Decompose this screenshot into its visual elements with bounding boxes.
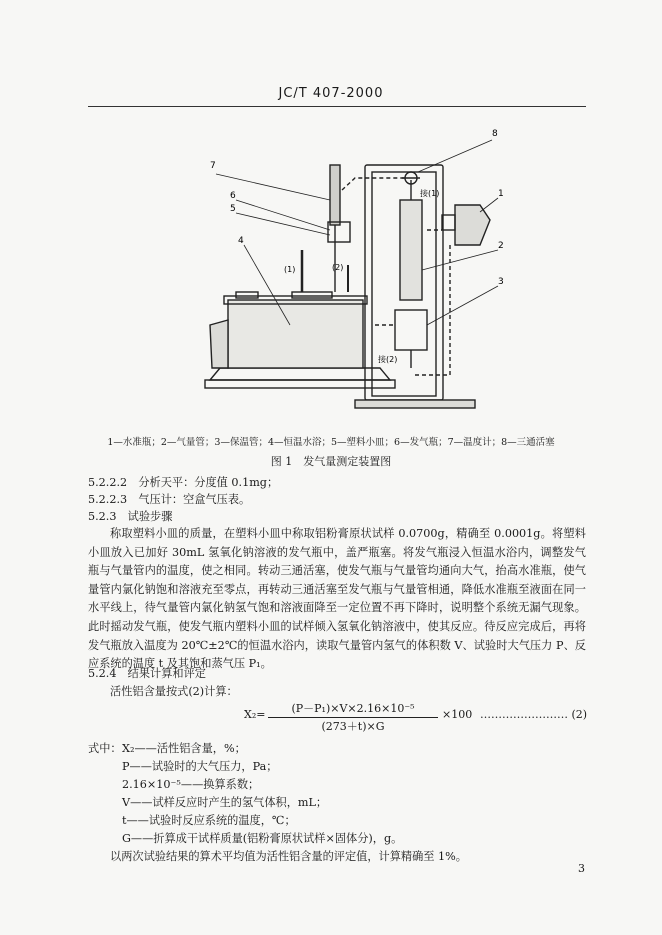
formula-fraction [268,700,438,734]
formula-factor: ×100 [442,708,473,721]
header-rule [88,106,586,107]
section-text: 分析天平：分度值 0.1mg； [138,476,279,489]
formula-equation-number: …………………… (2) [480,708,588,721]
section-heading: 试验步骤 [127,510,173,523]
section-number: 5.2.2.2 [88,476,128,489]
section-heading: 结果计算和评定 [127,667,206,680]
where-item-g: G——折算成干试样质量(铝粉膏原状试样×固体分)，g。 [122,832,403,845]
document-header: JC/T 407-2000 [278,86,384,101]
formula-lhs: X₂= [244,708,266,721]
section-5-2-4 [88,665,206,681]
section-number: 5.2.4 [88,667,117,680]
where-item-t: t——试验时反应系统的温度，℃； [122,814,296,827]
section-number: 5.2.3 [88,510,117,523]
section-5-2-3 [88,508,172,524]
formula-intro: 活性铝含量按式(2)计算： [110,685,238,698]
figure-label-3: 3 [498,277,504,287]
figure-label-2: 2 [498,241,504,251]
figure-label-7: 7 [210,161,216,171]
formula-2 [244,700,610,734]
figure-label-p1: (1) [284,265,296,274]
formula-denominator: (273＋t)×G [321,720,385,733]
formula-numerator: (P－P₁)×V×2.16×10⁻⁵ [268,700,438,718]
figure-label-1: 1 [498,189,504,199]
procedure-text: 称取塑料小皿的质量，在塑料小皿中称取铝粉膏原状试样 0.0700g，精确至 0.0001g。将塑料小皿放入已加好 30mL 氢氧化钠溶液的发气瓶中，盖严瓶塞。将发气瓶浸入恒温水浴内，调整发气瓶与气量管内的温度，使之相同。转动三通活塞，使发气瓶与气量管均通向大气，抬高水准瓶，使气量管内氯化钠饱和溶液充至零点，再转动三通活塞至发气瓶与气量管相通，降低水准瓶至液面在同一水平线上，待气量管内氯化钠氢气饱和溶液面降至一定位置不再下降时，说明整个系统无漏气现象。此时摇动发气瓶，使发气瓶内塑料小皿的试样倾入氢氧化钠溶液中，使其反应。待反应完成后，再将发气瓶放入温度为 20℃±2℃的恒温水浴内，读取气量管内氢气的体积数 V、试验时大气压力 P、反应系统的温度 t 及其饱和蒸气压 P₁。 [88,527,586,671]
where-item-p: P——试验时的大气压力，Pa； [122,760,278,773]
figure-label-6: 6 [230,191,236,201]
page-number: 3 [578,862,585,875]
figure-label-8: 8 [492,129,498,139]
figure-label-5: 5 [230,204,236,214]
apparatus-diagram [180,120,580,420]
where-item-v: V——试样反应时产生的氢气体积，mL； [122,796,328,809]
procedure-paragraph [88,525,586,674]
figure-label-p2: (2) [332,263,344,272]
section-number: 5.2.2.3 [88,493,128,506]
figure-label-4: 4 [238,236,244,246]
figure-title: 图 1 发气量测定装置图 [270,455,392,468]
figure-label-jie2: 接(2) [378,355,398,364]
figure-legend: 1—水准瓶；2—气量管；3—保温管；4—恒温水浴；5—塑料小皿；6—发气瓶；7—温度计；8—三通活塞 [107,437,555,448]
where-lead: 式中： [88,742,122,755]
where-item-coefficient: 2.16×10⁻⁵——换算系数； [122,778,260,791]
figure-label-jie1: 接(1) [420,189,440,198]
section-5-2-2-3 [88,491,250,507]
conclusion-text: 以两次试验结果的算术平均值为活性铝含量的评定值，计算精确至 1%。 [110,850,467,863]
where-item-x2: X₂——活性铝含量，%； [122,742,246,755]
section-5-2-2-2 [88,474,278,490]
section-text: 气压计：空盒气压表。 [138,493,251,506]
